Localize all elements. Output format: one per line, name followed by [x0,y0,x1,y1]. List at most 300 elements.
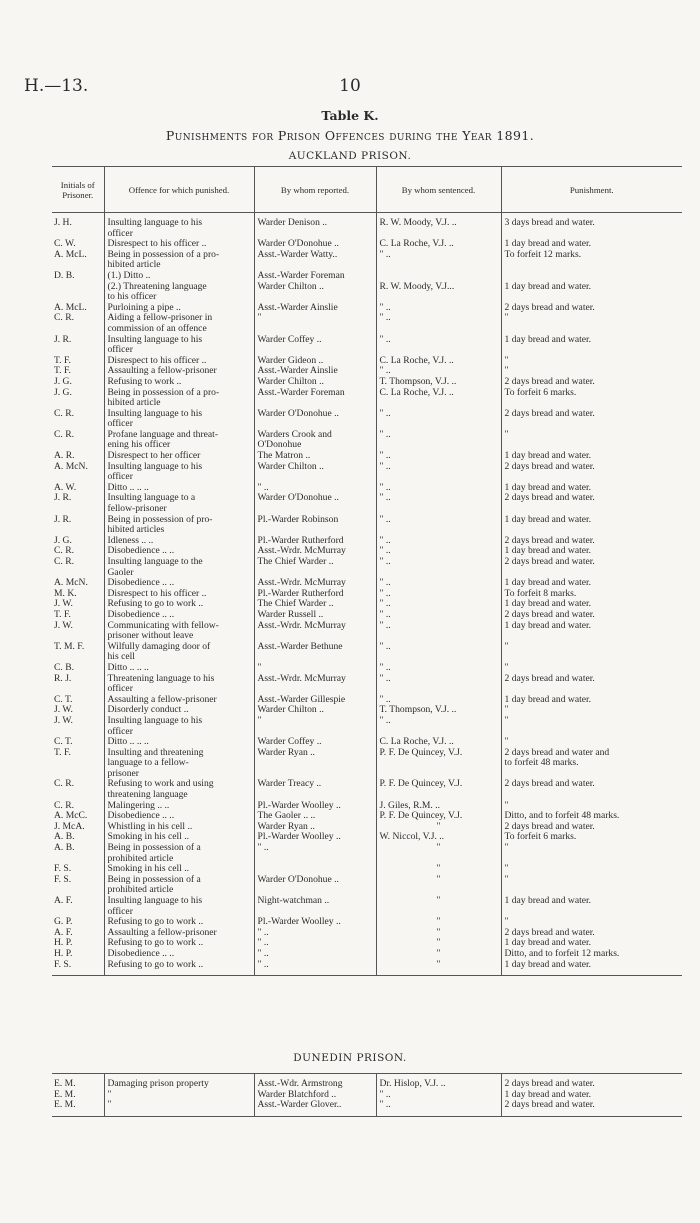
cell-initials: T. F. [54,609,71,620]
table-row [52,885,682,896]
spacer-cell [52,1111,104,1117]
cell-reported-by [254,525,376,536]
cell-reported-by: Asst.-Warder Foreman [254,388,376,399]
cell-punishment [501,652,682,663]
cell-sentenced-by: R. W. Moody, V.J... [376,282,501,293]
cell-offence: ening his officer [104,440,254,451]
cell-punishment: 1 day bread and water. [501,483,682,494]
cell-reported-by: " .. [254,949,376,960]
cell-offence: Insulting language to the [104,557,254,568]
table-row [52,652,682,663]
cell-offence: Ditto .. .. .. [104,737,254,748]
cell-punishment [501,324,682,335]
table-title: Table K. [321,108,379,123]
cell-offence: (2.) Threatening language [104,282,254,293]
cell-punishment [501,260,682,271]
cell-reported-by [254,684,376,695]
cell-offence: Refusing to work and using [104,779,254,790]
cell-punishment: " [501,313,682,324]
cell-sentenced-by: Dr. Hislop, V.J. .. [376,1079,501,1090]
cell-reported-by: Asst.-Wrdr. McMurray [254,621,376,632]
cell-punishment: 2 days bread and water. [501,377,682,388]
table-row [52,779,682,790]
spacer-cell [104,970,254,976]
table-row [52,907,682,918]
cell-punishment: 2 days bread and water. [501,822,682,833]
cell-initials: F. S. [54,874,72,885]
cell-offence: Wilfully damaging door of [104,642,254,653]
table-row [52,769,682,780]
cell-initials: H. P. [54,948,73,959]
cell-punishment: To forfeit 6 marks. [501,832,682,843]
cell-offence: language to a fellow- [104,758,254,769]
table-row [52,790,682,801]
cell-initials: A. F. [54,927,73,938]
table-row [52,843,682,854]
cell-initials: C. W. [54,239,76,250]
table-row [52,504,682,515]
cell-punishment: To forfeit 12 marks. [501,250,682,261]
cell-reported-by: Warder Coffey .. [254,737,376,748]
cell-initials: J. W. [54,715,73,726]
cell-offence: Refusing to go to work .. [104,599,254,610]
table-row [52,440,682,451]
header-punishment: Punishment. [501,167,682,213]
cell-reported-by [254,324,376,335]
cell-initials: E. M. [54,1079,76,1089]
cell-sentenced-by: " .. [376,430,501,441]
auckland-section-title: AUCKLAND PRISON. [288,150,412,162]
cell-punishment: 1 day bread and water. [501,896,682,907]
table-row [52,716,682,727]
dunedin-punishments-table [52,1073,682,1117]
cell-initials: J. R. [54,334,72,345]
table-row [52,250,682,261]
cell-reported-by [254,504,376,515]
cell-offence: threatening language [104,790,254,801]
cell-reported-by [254,631,376,642]
table-row [52,239,682,250]
cell-reported-by [254,419,376,430]
cell-offence: officer [104,472,254,483]
cell-reported-by: Asst.-Warder Ainslie [254,366,376,377]
spacer-cell [104,1111,254,1117]
cell-punishment: 1 day bread and water. [501,599,682,610]
cell-reported-by: Warder Coffey .. [254,335,376,346]
table-row [52,229,682,240]
cell-sentenced-by: " .. [376,716,501,727]
cell-initials [52,769,104,780]
cell-offence: (1.) Ditto .. [104,271,254,282]
cell-sentenced-by [376,769,501,780]
cell-reported-by: Asst.-Wrdr. McMurray [254,674,376,685]
cell-initials [52,907,104,918]
cell-reported-by: O'Donohue [254,440,376,451]
cell-sentenced-by [376,652,501,663]
table-row [52,1090,682,1101]
cell-initials: A. B. [54,832,75,843]
cell-initials [52,885,104,896]
cell-punishment [501,345,682,356]
cell-reported-by: Asst.-Wdr. Armstrong [254,1079,376,1090]
cell-reported-by: The Chief Warder .. [254,557,376,568]
table-row [52,695,682,706]
cell-initials: G. P. [54,917,73,928]
cell-initials [52,652,104,663]
cell-punishment [501,907,682,918]
cell-reported-by: Warder Denison .. [254,218,376,229]
cell-sentenced-by: " .. [376,599,501,610]
cell-offence: Aiding a fellow-prisoner in [104,313,254,324]
cell-offence: Insulting language to his [104,335,254,346]
cell-initials: A. McL. [54,249,87,260]
cell-punishment: To forfeit 8 marks. [501,589,682,600]
cell-initials: C. B. [54,662,74,673]
table-row [52,684,682,695]
table-row [52,832,682,843]
cell-punishment: " [501,737,682,748]
cell-punishment: 1 day bread and water. [501,335,682,346]
table-row [52,589,682,600]
document-reference: H.—13. [24,76,89,96]
cell-reported-by [254,229,376,240]
cell-reported-by [254,854,376,865]
table-row [52,1079,682,1090]
cell-punishment: 2 days bread and water. [501,1079,682,1090]
cell-reported-by: Warder Ryan .. [254,748,376,759]
cell-sentenced-by: " .. [376,483,501,494]
cell-reported-by [254,769,376,780]
cell-reported-by [254,652,376,663]
cell-offence: prohibited article [104,885,254,896]
table-row [52,525,682,536]
cell-sentenced-by: " .. [376,695,501,706]
spacer-cell [376,1111,501,1117]
cell-initials: C. R. [54,779,74,790]
cell-sentenced-by: " [376,843,501,854]
cell-sentenced-by: " [376,896,501,907]
dunedin-section-title: DUNEDIN PRISON. [293,1052,407,1064]
cell-punishment: 2 days bread and water. [501,557,682,568]
cell-offence: prisoner [104,769,254,780]
cell-initials: J. McA. [54,821,85,832]
cell-reported-by [254,345,376,356]
cell-punishment: " [501,875,682,886]
cell-sentenced-by: " .. [376,589,501,600]
cell-initials: J. W. [54,620,73,631]
cell-punishment [501,568,682,579]
table-row [52,483,682,494]
cell-punishment: Ditto, and to forfeit 48 marks. [501,811,682,822]
cell-sentenced-by: " [376,822,501,833]
cell-offence: Assaulting a fellow-prisoner [104,928,254,939]
spacer-row [52,970,682,976]
cell-reported-by: Warder Chilton .. [254,462,376,473]
cell-sentenced-by [376,907,501,918]
table-row [52,578,682,589]
cell-punishment: 1 day bread and water. [501,515,682,526]
cell-punishment: 1 day bread and water. [501,960,682,971]
table-row [52,631,682,642]
cell-offence: Disobedience .. .. [104,610,254,621]
table-row [52,335,682,346]
table-row [52,854,682,865]
table-row [52,292,682,303]
cell-offence: Whistling in his cell .. [104,822,254,833]
cell-offence: hibited articles [104,525,254,536]
cell-reported-by [254,885,376,896]
table-row [52,949,682,960]
cell-initials [52,854,104,865]
cell-punishment [501,727,682,738]
cell-sentenced-by: P. F. De Quincey, V.J. [376,779,501,790]
cell-initials [52,345,104,356]
cell-punishment: " [501,356,682,367]
cell-reported-by [254,790,376,801]
cell-punishment [501,472,682,483]
cell-initials: A. F. [54,896,73,906]
cell-sentenced-by: C. La Roche, V.J. .. [376,239,501,250]
cell-punishment: to forfeit 48 marks. [501,758,682,769]
cell-punishment: 2 days bread and water. [501,610,682,621]
cell-initials: A. W. [54,482,77,493]
cell-offence: officer [104,419,254,430]
table-row [52,493,682,504]
cell-offence: Insulting language to his [104,218,254,229]
cell-reported-by [254,864,376,875]
cell-offence: Insulting language to his [104,409,254,420]
cell-offence: Disobedience .. .. [104,811,254,822]
cell-reported-by: Asst.-Warder Glover.. [254,1100,376,1111]
cell-initials: T. F. [54,355,71,366]
cell-sentenced-by: " .. [376,335,501,346]
table-row [52,419,682,430]
cell-punishment: 1 day bread and water. [501,451,682,462]
cell-reported-by: " .. [254,928,376,939]
table-row [52,377,682,388]
cell-offence: Disrespect to his officer .. [104,239,254,250]
cell-reported-by: Warder Treacy .. [254,779,376,790]
cell-offence: officer [104,727,254,738]
cell-punishment [501,769,682,780]
cell-sentenced-by: " .. [376,546,501,557]
cell-punishment: 3 days bread and water. [501,218,682,229]
cell-sentenced-by: " [376,917,501,928]
cell-punishment: " [501,366,682,377]
cell-initials: C. R. [54,800,74,811]
table-row [52,737,682,748]
cell-punishment: 1 day bread and water. [501,1090,682,1101]
table-row [52,642,682,653]
header-offence: Offence for which punished. [104,167,254,213]
spacer-cell [254,1111,376,1117]
cell-sentenced-by: C. La Roche, V.J. .. [376,737,501,748]
cell-offence: Ditto .. .. .. [104,663,254,674]
cell-punishment [501,790,682,801]
cell-offence: hibited article [104,260,254,271]
cell-sentenced-by [376,790,501,801]
cell-reported-by: The Matron .. [254,451,376,462]
cell-sentenced-by [376,440,501,451]
cell-punishment: 1 day bread and water. [501,621,682,632]
cell-punishment: 2 days bread and water. [501,779,682,790]
cell-initials [52,324,104,335]
cell-punishment [501,292,682,303]
cell-punishment: 2 days bread and water. [501,409,682,420]
cell-sentenced-by: " .. [376,663,501,674]
table-row [52,822,682,833]
cell-punishment: " [501,663,682,674]
cell-sentenced-by [376,854,501,865]
cell-offence: Disrespect to his officer .. [104,356,254,367]
cell-sentenced-by: " .. [376,642,501,653]
cell-sentenced-by: C. La Roche, V.J. .. [376,388,501,399]
cell-offence: Disobedience .. .. [104,949,254,960]
cell-sentenced-by: " .. [376,1100,501,1111]
cell-reported-by: Warder O'Donohue .. [254,409,376,420]
table-row [52,260,682,271]
table-row [52,674,682,685]
cell-offence: officer [104,907,254,918]
cell-sentenced-by [376,525,501,536]
table-row [52,928,682,939]
cell-initials: C. R. [54,408,74,419]
cell-sentenced-by: " [376,875,501,886]
cell-reported-by: Asst.-Warder Gillespie [254,695,376,706]
cell-initials: F. S. [54,959,72,970]
cell-reported-by [254,472,376,483]
cell-sentenced-by: J. Giles, R.M. .. [376,801,501,812]
cell-punishment: 2 days bread and water. [501,493,682,504]
cell-offence: " [104,1100,254,1111]
table-row [52,705,682,716]
cell-initials [52,292,104,303]
cell-sentenced-by: " .. [376,515,501,526]
cell-reported-by [254,292,376,303]
cell-initials: C. R. [54,546,74,557]
table-row [52,801,682,812]
cell-reported-by: Warder Chilton .. [254,705,376,716]
table-row [52,663,682,674]
cell-offence: Assaulting a fellow-prisoner [104,695,254,706]
cell-offence: Disobedience .. .. [104,546,254,557]
cell-sentenced-by: " .. [376,493,501,504]
cell-punishment [501,504,682,515]
cell-offence: Being in possession of a [104,875,254,886]
cell-initials [52,398,104,409]
cell-reported-by: Pl.-Warder Woolley .. [254,832,376,843]
spacer-row [52,1111,682,1117]
cell-initials: C. R. [54,313,74,324]
spacer-cell [52,970,104,976]
cell-initials: J. W. [54,705,73,716]
cell-sentenced-by [376,504,501,515]
cell-offence: Threatening language to his [104,674,254,685]
cell-initials: C. R. [54,429,74,440]
cell-offence: Insulting and threatening [104,748,254,759]
cell-offence: Being in possession of a [104,843,254,854]
cell-offence: Ditto .. .. .. [104,483,254,494]
table-row [52,599,682,610]
cell-sentenced-by [376,684,501,695]
cell-sentenced-by: T. Thompson, V.J. .. [376,377,501,388]
cell-punishment [501,229,682,240]
cell-reported-by: Asst.-Wrdr. McMurray [254,546,376,557]
cell-offence: Being in possession of a pro- [104,250,254,261]
cell-sentenced-by: " .. [376,621,501,632]
cell-punishment [501,885,682,896]
cell-initials [52,282,104,293]
cell-offence: Disobedience .. .. [104,578,254,589]
cell-offence: prisoner without leave [104,631,254,642]
cell-reported-by: Asst.-Warder Foreman [254,271,376,282]
cell-reported-by [254,907,376,918]
cell-punishment: 1 day bread and water. [501,938,682,949]
cell-offence: Purloining a pipe .. [104,303,254,314]
cell-sentenced-by [376,345,501,356]
cell-punishment: To forfeit 6 marks. [501,388,682,399]
cell-punishment: " [501,864,682,875]
cell-initials: F. S. [54,864,72,875]
cell-initials [52,419,104,430]
cell-punishment: 2 days bread and water. [501,674,682,685]
cell-initials [52,758,104,769]
cell-punishment [501,419,682,430]
cell-reported-by: Asst.-Warder Bethune [254,642,376,653]
cell-offence: Refusing to work .. [104,377,254,388]
table-row [52,960,682,971]
cell-sentenced-by [376,631,501,642]
cell-reported-by: The Chief Warder .. [254,599,376,610]
table-row [52,727,682,738]
cell-offence: Damaging prison property [104,1079,254,1090]
cell-sentenced-by: " [376,928,501,939]
cell-offence: Insulting language to his [104,896,254,907]
cell-offence: Idleness .. .. [104,536,254,547]
cell-initials [52,727,104,738]
cell-sentenced-by: " .. [376,610,501,621]
cell-reported-by: Warder Chilton .. [254,282,376,293]
cell-reported-by: Warders Crook and [254,430,376,441]
table-row [52,218,682,229]
table-row [52,303,682,314]
table-row [52,748,682,759]
table-row [52,610,682,621]
table-row [52,271,682,282]
cell-punishment: 2 days bread and water and [501,748,682,759]
cell-sentenced-by: W. Niccol, V.J. .. [376,832,501,843]
cell-punishment: " [501,801,682,812]
cell-initials: A. B. [54,843,75,854]
cell-offence: commission of an offence [104,324,254,335]
header-reported-by: By whom reported. [254,167,376,213]
spacer-cell [376,970,501,976]
cell-sentenced-by: " [376,949,501,960]
table-row [52,568,682,579]
cell-punishment: " [501,642,682,653]
cell-offence: Communicating with fellow- [104,621,254,632]
cell-reported-by: Warder O'Donohue .. [254,493,376,504]
table-row [52,409,682,420]
cell-sentenced-by: " .. [376,578,501,589]
cell-sentenced-by [376,758,501,769]
cell-reported-by: Warder Chilton .. [254,377,376,388]
cell-reported-by: " [254,313,376,324]
cell-initials: C. R. [54,557,74,567]
cell-initials: J. G. [54,376,72,387]
cell-sentenced-by [376,419,501,430]
header-sentenced-by: By whom sentenced. [376,167,501,213]
